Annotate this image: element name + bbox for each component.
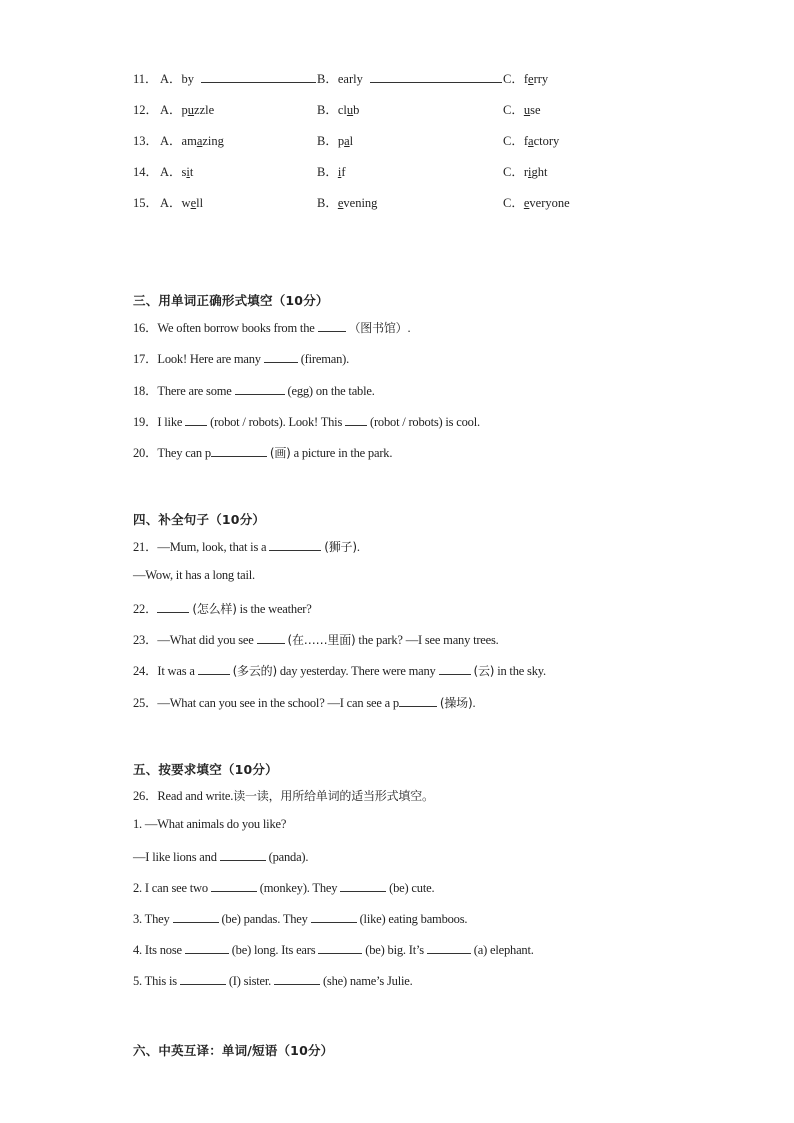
chinese-hint: (怎么样)	[192, 602, 237, 616]
section-heading: 五、按要求填空（10分）	[133, 762, 278, 777]
question-text: is the weather?	[239, 602, 312, 616]
question-text: (like) eating bamboos.	[359, 912, 468, 926]
option-label: B．	[317, 134, 338, 148]
answer-blank[interactable]	[185, 942, 229, 954]
word-part: ll	[196, 196, 204, 210]
underlined-letters: i	[186, 165, 190, 179]
option-b	[317, 69, 363, 87]
question-text: (egg) on the table.	[287, 384, 375, 398]
question-number: 13．	[133, 134, 159, 148]
question-18	[133, 381, 375, 399]
option-label: C．	[503, 165, 524, 179]
question-text: (fireman).	[300, 352, 350, 366]
answer-blank[interactable]	[211, 445, 267, 457]
answer-blank[interactable]	[198, 663, 230, 675]
word-part: w	[181, 196, 191, 210]
question-text: (robot / robots) is cool.	[370, 415, 480, 429]
sub-question-2	[133, 880, 434, 896]
answer-blank[interactable]	[185, 414, 207, 426]
section-heading: 四、补全句子（10分）	[133, 512, 266, 527]
word-part: t	[189, 165, 194, 179]
answer-blank[interactable]	[211, 880, 257, 892]
question-text: 22．	[133, 602, 158, 616]
option-c	[503, 131, 559, 149]
question-16	[133, 318, 410, 336]
underlined-letters: u	[523, 103, 531, 117]
answer-blank[interactable]	[318, 320, 346, 332]
underlined-letters: a	[528, 134, 534, 148]
question-23	[133, 630, 499, 648]
question-number: 12．	[133, 103, 159, 117]
option-label: A．	[160, 196, 182, 210]
option-label: B．	[317, 72, 338, 86]
option-label: B．	[317, 196, 338, 210]
question-26	[133, 786, 434, 804]
option-c	[503, 69, 548, 87]
question-22	[133, 599, 312, 617]
option-label: A．	[160, 103, 182, 117]
answer-blank	[201, 82, 316, 83]
word-part: early	[337, 72, 363, 86]
chinese-instruction: 读一读，用所给单词的适当形式填空。	[233, 789, 434, 803]
chinese-hint: (狮子)	[324, 540, 357, 554]
word-part: p	[181, 103, 188, 117]
option-a	[160, 162, 193, 180]
underlined-letters: i	[528, 165, 532, 179]
question-text: —I like lions and	[133, 850, 217, 864]
word-part: am	[181, 134, 197, 148]
option-label: A．	[160, 165, 182, 179]
option-label: B．	[317, 103, 338, 117]
section-heading: 三、用单词正确形式填空（10分）	[133, 293, 329, 308]
answer-blank[interactable]	[180, 973, 226, 985]
word-part: p	[337, 134, 345, 148]
question-text: 3. They	[133, 912, 170, 926]
answer-blank[interactable]	[318, 942, 362, 954]
question-text: (be) pandas. They	[221, 912, 308, 926]
chinese-hint: (画)	[269, 446, 291, 460]
answer-blank[interactable]	[235, 383, 285, 395]
answer-blank[interactable]	[340, 880, 386, 892]
answer-blank[interactable]	[257, 632, 285, 644]
underlined-letters: e	[528, 72, 534, 86]
option-c	[503, 162, 547, 180]
chinese-hint: (多云的)	[232, 664, 277, 678]
option-b	[317, 131, 353, 149]
option-a	[160, 100, 214, 118]
option-label: C．	[503, 196, 524, 210]
underlined-letters: i	[337, 165, 342, 179]
option-c	[503, 100, 541, 118]
chinese-hint: （图书馆）	[348, 321, 408, 335]
option-a	[160, 131, 224, 149]
question-text: .	[407, 321, 411, 335]
question-text: (she) name’s Julie.	[322, 974, 413, 988]
answer-blank[interactable]	[220, 849, 266, 861]
question-text: (robot / robots). Look! This	[210, 415, 343, 429]
answer-blank[interactable]	[269, 539, 321, 551]
question-text: 4. Its nose	[133, 943, 182, 957]
question-21-response: —Wow, it has a long tail.	[133, 568, 255, 582]
word-part: f	[341, 165, 346, 179]
sub-question-3	[133, 911, 467, 927]
option-b	[317, 193, 377, 211]
answer-blank[interactable]	[399, 695, 437, 707]
question-text: a picture in the park.	[293, 446, 393, 460]
question-text: (be) cute.	[389, 881, 435, 895]
answer-blank[interactable]	[439, 663, 471, 675]
question-text: 17．Look! Here are many	[133, 352, 261, 366]
word-part: zing	[202, 134, 224, 148]
question-text: (I) sister.	[228, 974, 272, 988]
word-part: b	[353, 103, 360, 117]
option-label: C．	[503, 103, 524, 117]
question-text: (a) elephant.	[473, 943, 534, 957]
question-text: 20．They can p	[133, 446, 211, 460]
word-part: r	[523, 165, 529, 179]
question-text: 19．I like	[133, 415, 183, 429]
option-label: B．	[317, 165, 338, 179]
word-part: vening	[343, 196, 378, 210]
sub-question-4	[133, 942, 534, 958]
option-label: C．	[503, 134, 524, 148]
question-number: 14．	[133, 165, 159, 179]
word-part: l	[349, 134, 354, 148]
question-text: (be) long. Its ears	[231, 943, 316, 957]
question-number: 15．	[133, 196, 159, 210]
answer-blank[interactable]	[345, 414, 367, 426]
underlined-letters: a	[344, 134, 350, 148]
word-part: s	[181, 165, 187, 179]
underlined-letters: e	[523, 196, 530, 210]
answer-blank[interactable]	[427, 942, 471, 954]
option-label: C．	[503, 72, 524, 86]
question-text: (monkey). They	[259, 881, 338, 895]
question-text: (be) big. It’s	[365, 943, 424, 957]
answer-blank	[370, 82, 502, 83]
option-a	[160, 193, 203, 211]
question-24	[133, 661, 546, 679]
question-text: 2. I can see two	[133, 881, 208, 895]
word-part: veryone	[529, 196, 570, 210]
question-text: 21．—Mum, look, that is a	[133, 540, 267, 554]
option-b	[317, 162, 346, 180]
question-text: 5. This is	[133, 974, 177, 988]
question-20	[133, 443, 392, 461]
option-c	[503, 193, 570, 211]
option-a	[160, 69, 194, 87]
word-part: zzle	[194, 103, 215, 117]
question-text: (panda).	[268, 850, 309, 864]
underlined-letters: e	[190, 196, 197, 210]
question-text: 23．—What did you see	[133, 633, 254, 647]
question-text: 25．—What can you see in the school? —I can see a p	[133, 696, 399, 710]
section-heading: 六、中英互译：单词/短语（10分）	[133, 1043, 334, 1058]
answer-blank[interactable]	[173, 911, 219, 923]
question-text: the park? —I see many trees.	[358, 633, 499, 647]
word-part: se	[530, 103, 541, 117]
answer-blank[interactable]	[157, 601, 189, 613]
chinese-hint: (云)	[473, 664, 495, 678]
question-text: 16．We often borrow books from the	[133, 321, 315, 335]
question-text: 18．There are some	[133, 384, 232, 398]
chinese-hint: (在……里面)	[287, 633, 356, 647]
underlined-letters: e	[337, 196, 344, 210]
sub-question-1: 1. —What animals do you like?	[133, 817, 287, 831]
question-text: day yesterday. There were many	[279, 664, 436, 678]
word-part: f	[523, 134, 529, 148]
sub-question-1-answer	[133, 849, 308, 865]
word-part: by	[181, 72, 195, 86]
option-label: A．	[160, 134, 182, 148]
word-part: rry	[533, 72, 549, 86]
question-number: 11．	[133, 72, 158, 86]
question-25	[133, 693, 475, 711]
word-part: ght	[531, 165, 548, 179]
answer-blank[interactable]	[274, 973, 320, 985]
question-text: 26．Read and write.	[133, 789, 234, 803]
question-text: 24．It was a	[133, 664, 195, 678]
question-21	[133, 537, 360, 555]
option-b	[317, 100, 359, 118]
underlined-letters: u	[346, 103, 354, 117]
chinese-hint: (操场)	[439, 696, 473, 710]
word-part: cl	[337, 103, 347, 117]
answer-blank[interactable]	[264, 351, 298, 363]
word-part: f	[523, 72, 529, 86]
question-19	[133, 412, 480, 430]
sub-question-5	[133, 973, 413, 989]
option-label: A．	[160, 72, 182, 86]
underlined-letters: u	[187, 103, 195, 117]
question-text: .	[472, 696, 476, 710]
answer-blank[interactable]	[311, 911, 357, 923]
underlined-letters: a	[196, 134, 203, 148]
question-text: in the sky.	[497, 664, 546, 678]
word-part: ctory	[533, 134, 560, 148]
question-text: .	[356, 540, 360, 554]
question-17	[133, 349, 349, 367]
